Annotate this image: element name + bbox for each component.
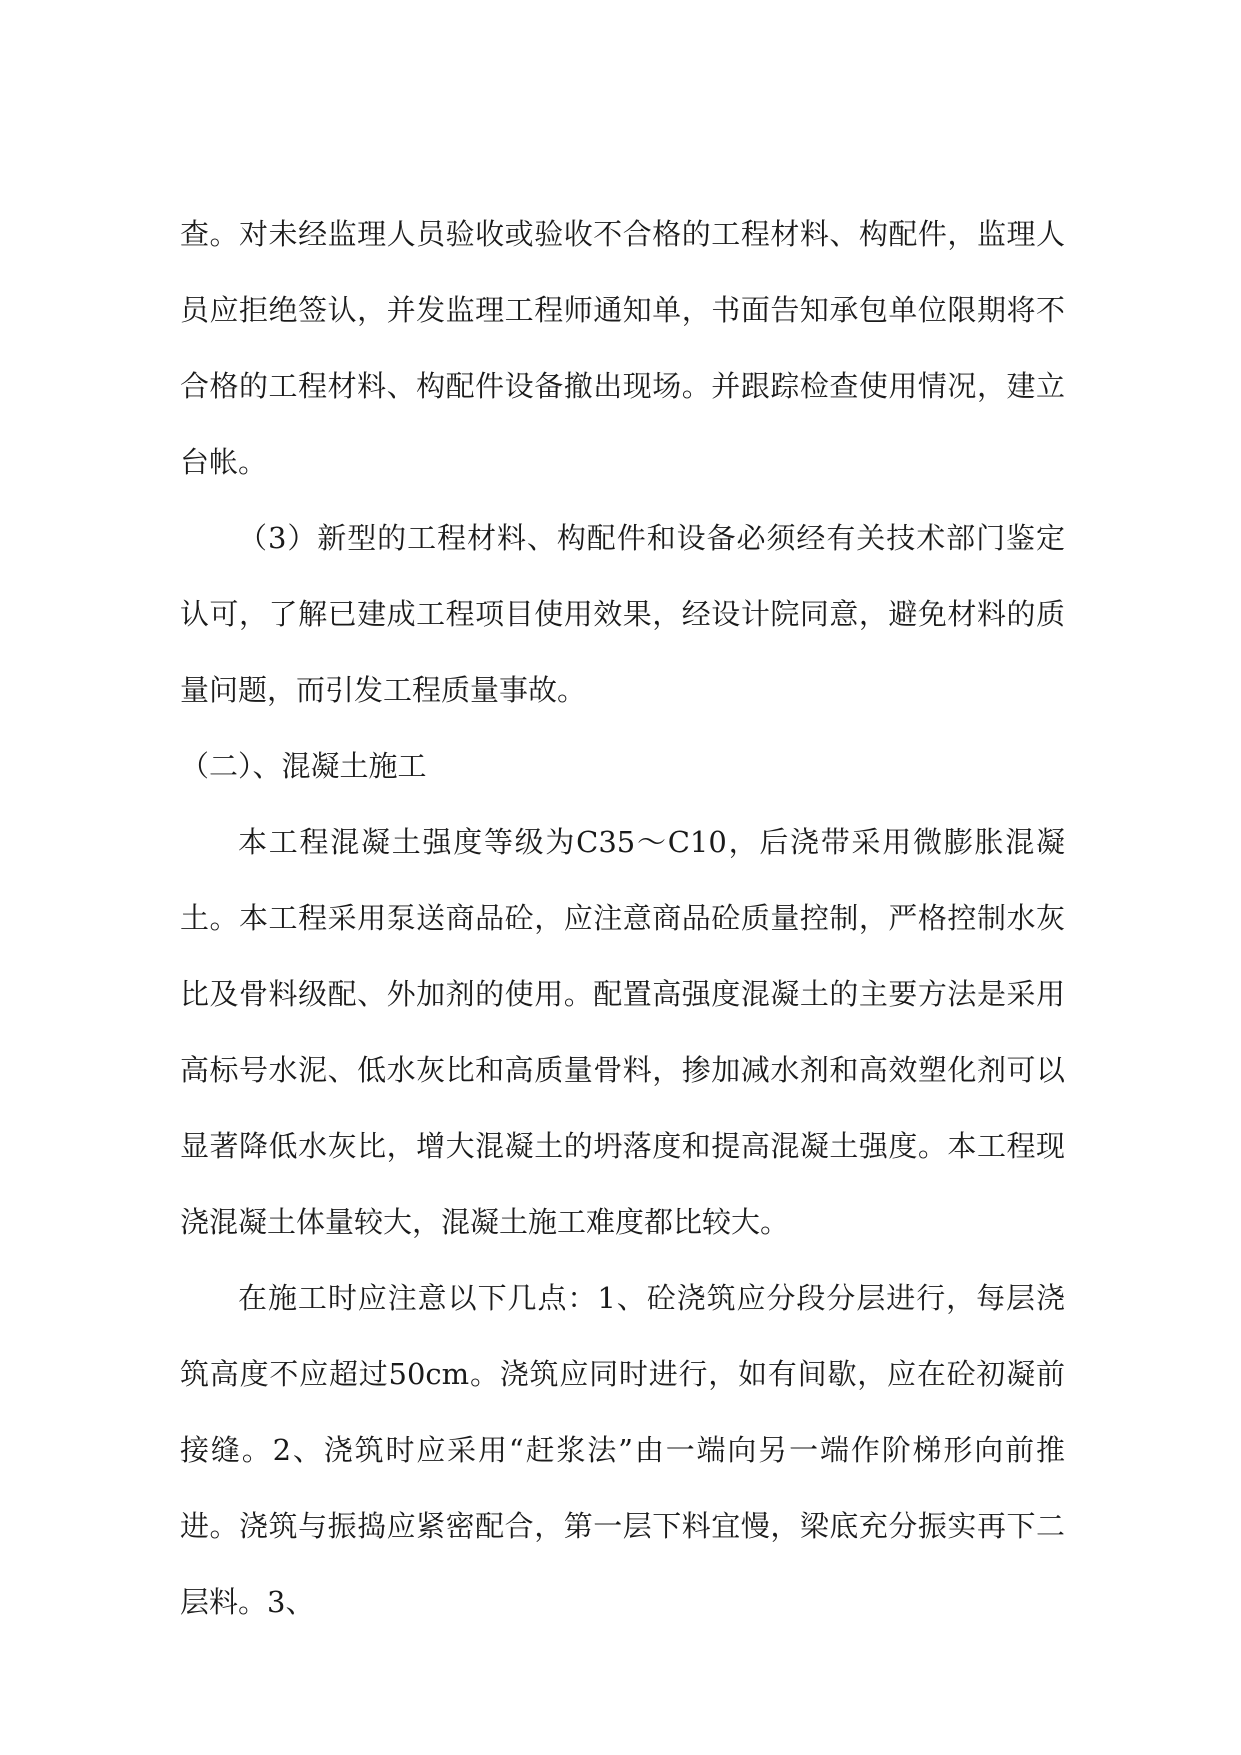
paragraph-new-materials: （3）新型的工程材料、构配件和设备必须经有关技术部门鉴定认可，了解已建成工程项目使用效果，经设计院同意，避免材料的质量问题，而引发工程质量事故。 (180, 521, 1065, 707)
paragraph-pouring-notes: 在施工时应注意以下几点：1、砼浇筑应分段分层进行，每层浇筑高度不应超过50cm。浇筑应同时进行，如有间歇，应在砼初凝前接缝。2、浇筑时应采用“赶浆法”由一端向另一端作阶梯形向前推进。浇筑与振捣应紧密配合，第一层下料宜慢，梁底充分振实再下二层料。3、 (180, 1281, 1065, 1619)
section-heading-concrete: （二）、混凝土施工 (180, 749, 427, 783)
paragraph-material-inspection: 查。对未经监理人员验收或验收不合格的工程材料、构配件，监理人员应拒绝签认，并发监理工程师通知单，书面告知承包单位限期将不合格的工程材料、构配件设备撤出现场。并跟踪检查使用情况，建立台帐。 (180, 217, 1065, 479)
document-body (180, 196, 1065, 1640)
paragraph-concrete-grade: 本工程混凝土强度等级为C35～C10，后浇带采用微膨胀混凝土。本工程采用泵送商品砼，应注意商品砼质量控制，严格控制水灰比及骨料级配、外加剂的使用。配置高强度混凝土的主要方法是采用高标号水泥、低水灰比和高质量骨料，掺加减水剂和高效塑化剂可以显著降低水灰比，增大混凝土的坍落度和提高混凝土强度。本工程现浇混凝土体量较大，混凝土施工难度都比较大。 (180, 825, 1065, 1239)
